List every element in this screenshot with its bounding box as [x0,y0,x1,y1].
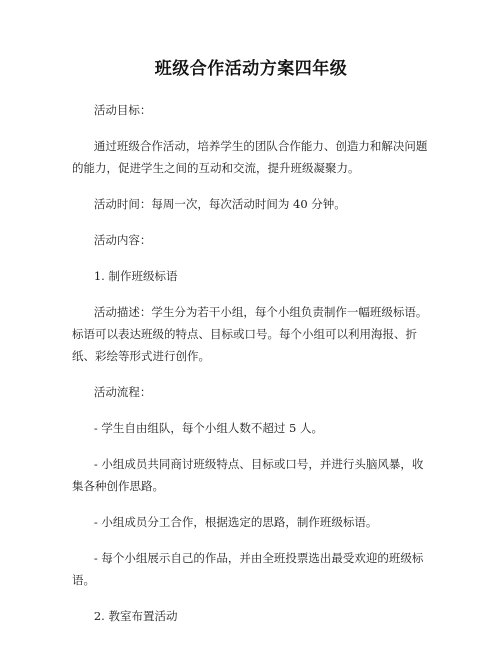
list-heading-classroom: 2. 教室布置活动 [93,609,178,623]
paragraph-activity-time: 活动时间：每周一次，每次活动时间为 40 分钟。 [93,197,346,211]
section-heading-content: 活动内容： [93,233,152,247]
paragraph-slogan-description: 活动描述：学生分为若干小组，每个小组负责制作一幅班级标语。标语可以表达班级的特点、目标或口号。每个小组可以利用海报、折纸、彩绘等形式进行创作。 [72,305,428,363]
list-heading-slogan: 1. 制作班级标语 [93,269,178,283]
paragraph-goal-description: 通过班级合作活动，培养学生的团队合作能力、创造力和解决问题的能力，促进学生之间的互动和交流，提升班级凝聚力。 [72,139,428,175]
process-step-3: - 小组成员分工合作，根据选定的思路，制作班级标语。 [93,515,378,529]
section-heading-goal: 活动目标： [93,103,152,117]
process-step-1: - 学生自由组队，每个小组人数不超过 5 人。 [93,421,324,435]
document-title: 班级合作活动方案四年级 [154,59,348,79]
process-step-4: - 每个小组展示自己的作品，并由全班投票选出最受欢迎的班级标语。 [72,551,424,587]
section-heading-process: 活动流程： [93,385,152,399]
process-step-2: - 小组成员共同商讨班级特点、目标或口号，并进行头脑风暴，收集各种创作思路。 [72,457,424,493]
